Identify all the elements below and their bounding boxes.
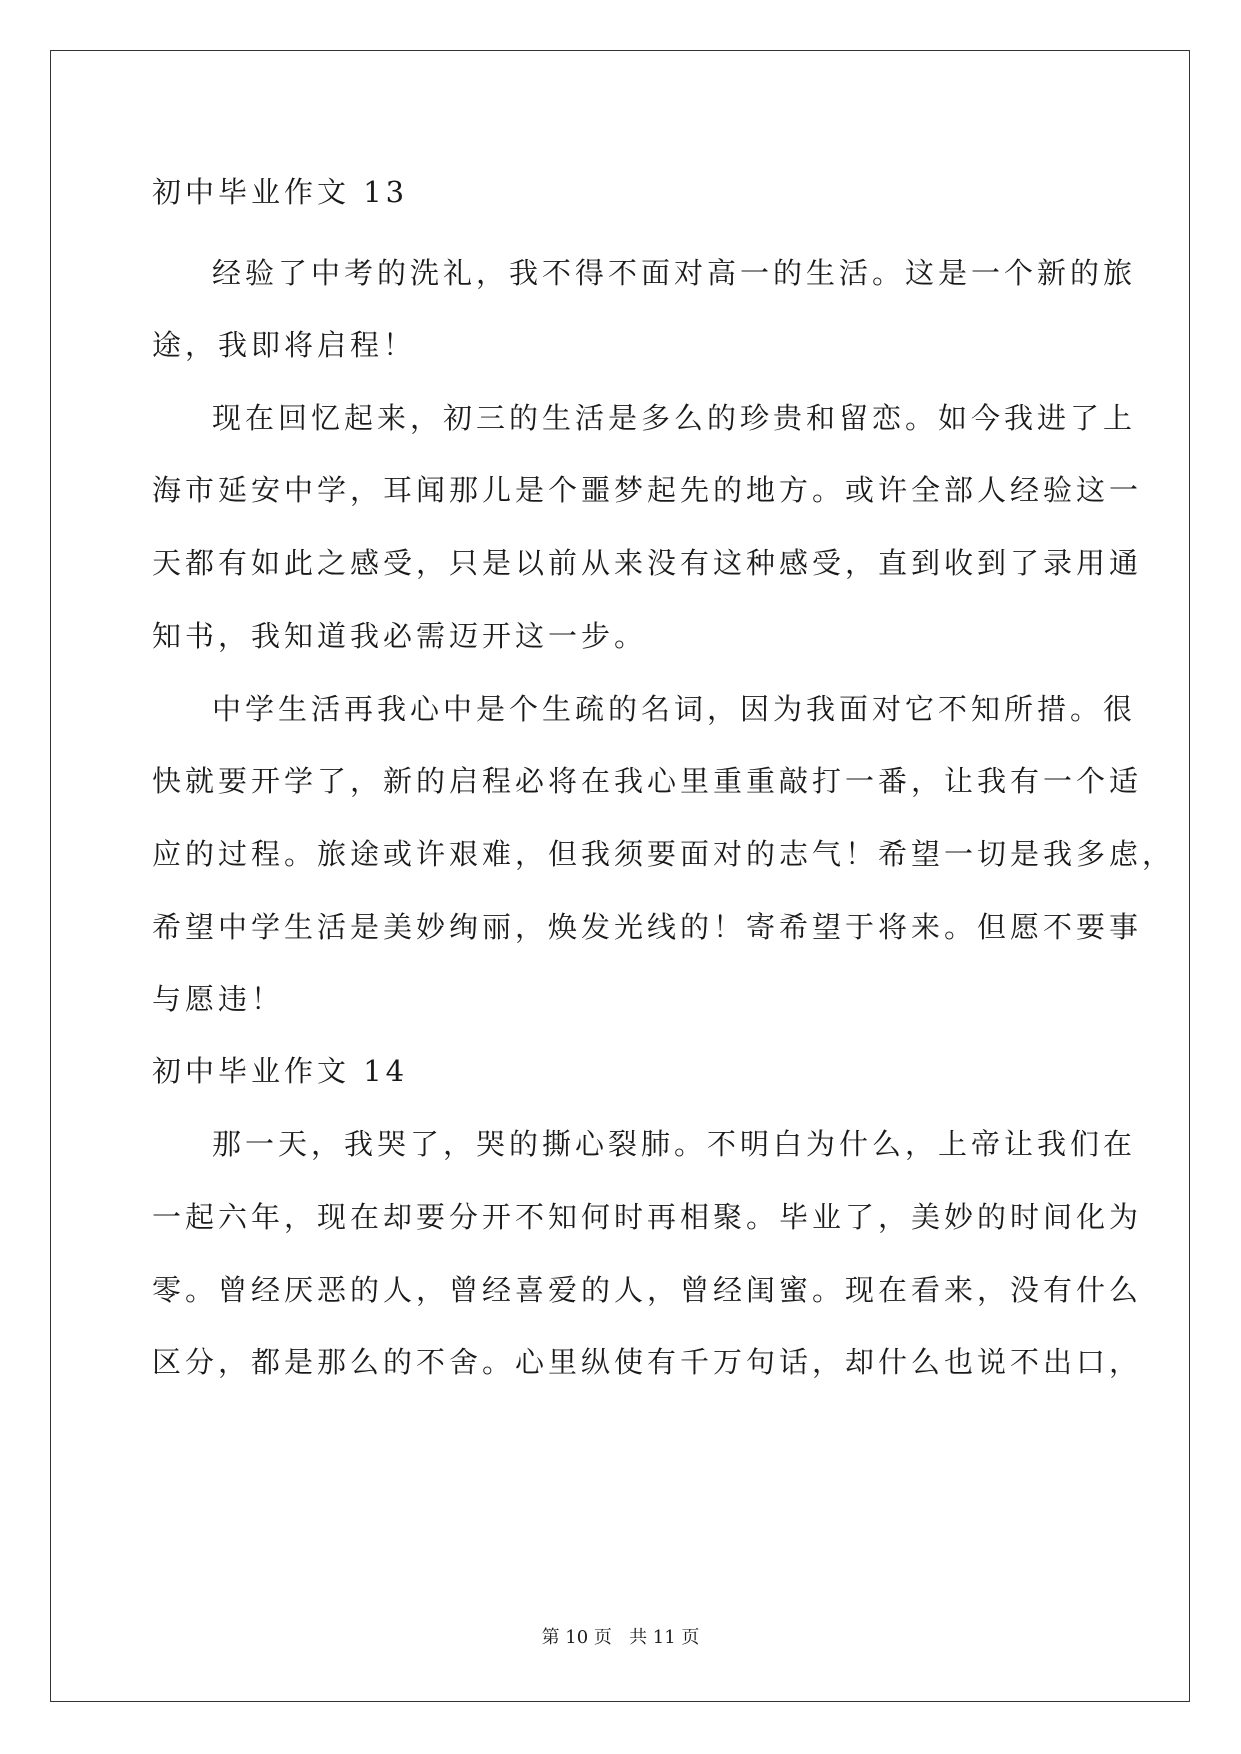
paragraph-line: 一起六年，现在却要分开不知何时再相聚。毕业了，美妙的时间化为 — [152, 1200, 1143, 1234]
page-frame — [50, 50, 1190, 1702]
paragraph-line: 现在回忆起来，初三的生活是多么的珍贵和留恋。如今我进了上 — [212, 401, 1137, 435]
paragraph-line: 与愿违！ — [152, 982, 285, 1016]
paragraph-line: 海市延安中学，耳闻那儿是个噩梦起先的地方。或许全部人经验这一 — [152, 473, 1143, 507]
paragraph-line: 知书，我知道我必需迈开这一步。 — [152, 619, 648, 653]
paragraph-line: 中学生活再我心中是个生疏的名词，因为我面对它不知所措。很 — [212, 692, 1137, 726]
paragraph-line: 快就要开学了，新的启程必将在我心里重重敲打一番，让我有一个适 — [152, 764, 1143, 798]
heading-essay-14: 初中毕业作文 14 — [152, 1054, 409, 1088]
heading-essay-13: 初中毕业作文 13 — [152, 175, 409, 209]
paragraph-line: 零。曾经厌恶的人，曾经喜爱的人，曾经闺蜜。现在看来，没有什么 — [152, 1273, 1143, 1307]
paragraph-line: 经验了中考的洗礼，我不得不面对高一的生活。这是一个新的旅 — [212, 256, 1137, 290]
paragraph-line: 天都有如此之感受，只是以前从来没有这种感受，直到收到了录用通 — [152, 546, 1143, 580]
paragraph-line: 应的过程。旅途或许艰难，但我须要面对的志气！希望一切是我多虑， — [152, 837, 1176, 871]
paragraph-line: 区分，都是那么的不舍。心里纵使有千万句话，却什么也说不出口， — [152, 1345, 1143, 1379]
paragraph-line: 那一天，我哭了，哭的撕心裂肺。不明白为什么，上帝让我们在 — [212, 1127, 1137, 1161]
paragraph-line: 希望中学生活是美妙绚丽，焕发光线的！寄希望于将来。但愿不要事 — [152, 910, 1143, 944]
paragraph-line: 途，我即将启程！ — [152, 328, 417, 362]
page-number-footer: 第 10 页 共 11 页 — [541, 1627, 700, 1648]
